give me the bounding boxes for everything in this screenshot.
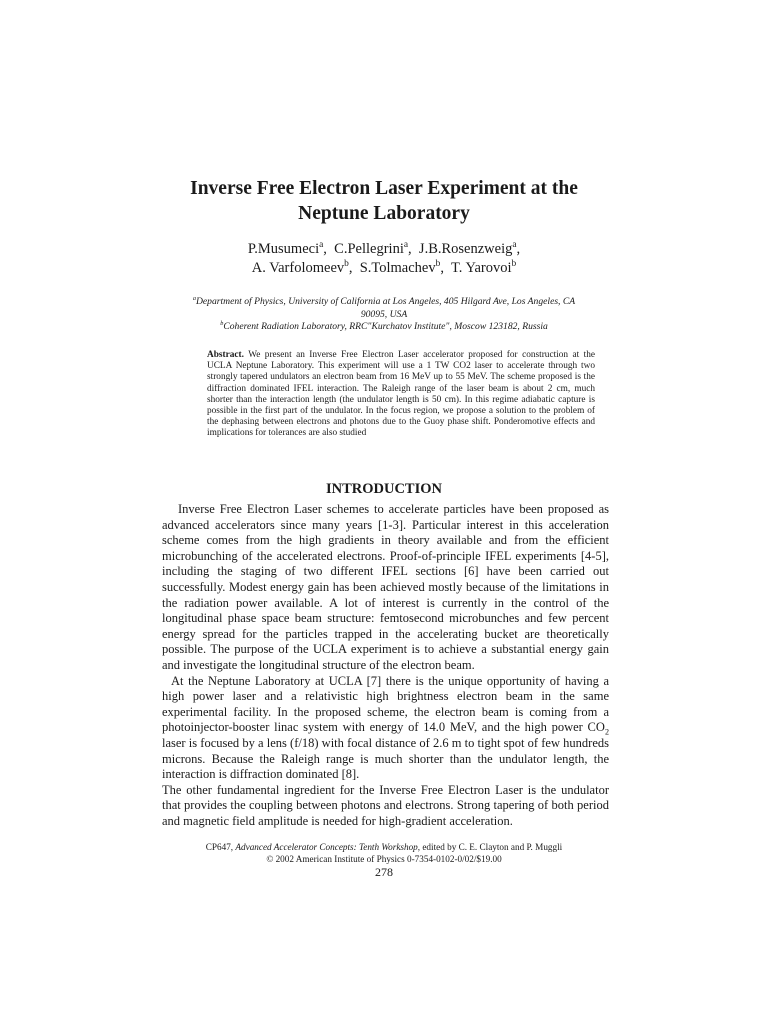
- affiliations: [160, 296, 608, 334]
- author-affiliation-mark: a: [512, 240, 517, 251]
- abstract-label: Abstract.: [207, 350, 244, 360]
- body-paragraph-2-part-2: laser is focused by a lens (f/18) with focal distance of 2.6 m to tight spot of few hundreds microns. Because the Raleigh range is much shorter than the undulator length, the interaction is diffraction dominated [8].: [162, 735, 609, 782]
- body-paragraph-1: Inverse Free Electron Laser schemes to accelerate particles have been proposed as advanced accelerators since many years [1-3]. Particular interest in this acceleration scheme comes from the high gradients in theory available and from the efficient microbunching of the accelerated electrons. Proof-of-principle IFEL experiments [4-5], including the staging of two different IFEL sections [6] have been carried out successfully. Modest energy gain has been achieved mostly because of the limitations in the radiation power available. A lot of interest is currently in the control of the longitudinal phase space beam structure: femtosecond microbunches and few percent energy spread for the particles trapped in the accelerating bucket are theoretically possible. The purpose of the UCLA experiment is to achieve a substantial energy gain and investigate the longitudinal structure of the electron beam.: [162, 502, 609, 672]
- author-name: T. Yarovoi: [450, 260, 512, 276]
- abstract-text: We present an Inverse Free Electron Laser accelerator proposed for construction at the UCLA Neptune Laboratory. This experiment will use a 1 TW CO2 laser to accelerate through two strongly tapered undulators an electron beam from 16 MeV up to 55 MeV. The scheme proposed is the diffraction dominated IFEL interaction. The Raleigh range of the laser beam is about 2 cm, much shorter than the interaction length (the undulator length is 50 cm). In this regime adiabatic capture is possible in the first part of the undulator. In the focus region, we propose a solution to the problem of the dephasing between electrons and photons due to the Guoy phase shift. Ponderomotive effects and implications for tolerances are also studied: [207, 350, 595, 439]
- footer-editors: edited by C. E. Clayton and P. Muggli: [422, 842, 563, 852]
- footer-cp-number: CP647,: [205, 842, 234, 852]
- author-line-2: A. Varfolomeev$^b$, S.Tolmachev$^b$, T. Yarovoi$^b$: [251, 259, 517, 276]
- author-affiliation-mark: b: [511, 259, 517, 270]
- author-affiliation-mark: b: [435, 259, 441, 270]
- footer-proceedings-line: [160, 841, 608, 853]
- title-line-2: Neptune Laboratory: [298, 203, 470, 224]
- body-paragraph-3: The other fundamental ingredient for the Inverse Free Electron Laser is the undulator that provides the coupling between photons and electrons. Strong tapering of both period and magnetic field amplitude is needed for high-gradient acceleration.: [162, 782, 609, 828]
- body-text: [162, 502, 609, 829]
- author-name: J.B.Rosenzweig: [418, 241, 513, 257]
- author-name: A. Varfolomeev: [251, 260, 345, 276]
- footer-proceedings-title: Advanced Accelerator Concepts: Tenth Workshop,: [235, 842, 421, 852]
- affiliation-a-line-1: Department of Physics, University of California at Los Angeles, 405 Hilgard Ave, Los Angeles, CA: [196, 296, 576, 307]
- affiliation-a-line-2: 90095, USA: [360, 308, 408, 320]
- author-affiliation-mark: a: [403, 240, 409, 251]
- footer: [160, 841, 608, 865]
- affiliation-mark: a: [192, 294, 196, 302]
- subscript-2: 2: [604, 727, 609, 737]
- author-name: P.Musumeci: [247, 241, 320, 257]
- page-number: 278: [375, 865, 393, 879]
- author-name: S.Tolmachev: [359, 260, 436, 276]
- affiliation-a: [160, 296, 608, 309]
- paper-title: [150, 176, 618, 226]
- body-paragraph-2: [162, 674, 609, 783]
- title-line-1: Inverse Free Electron Laser Experiment at the: [190, 178, 578, 199]
- affiliation-mark: b: [220, 319, 224, 327]
- abstract: [207, 350, 595, 440]
- author-list: [160, 240, 608, 278]
- author-name: C.Pellegrini: [334, 241, 404, 257]
- author-affiliation-mark: b: [344, 259, 349, 270]
- section-heading: INTRODUCTION: [325, 481, 442, 497]
- footer-copyright: © 2002 American Institute of Physics 0-7354-0102-0/02/$19.00: [266, 854, 502, 864]
- affiliation-b-text: Coherent Radiation Laboratory, RRC"Kurchatov Institute", Moscow 123182, Russia: [223, 321, 548, 332]
- body-paragraph-2-part-1: At the Neptune Laboratory at UCLA [7] there is the unique opportunity of having a high power laser and a relativistic high brightness electron beam in the same experimental facility. In the proposed scheme, the electron beam is coming from a photoinjector-booster linac system with energy of 14.0 MeV, and the high power CO: [162, 673, 609, 735]
- author-line-1: P.Musumeci$^a$, C.Pellegrini$^a$, J.B.Rosenzweig$^a$,: [247, 240, 521, 257]
- affiliation-b: [160, 321, 608, 334]
- author-affiliation-mark: a: [319, 240, 324, 251]
